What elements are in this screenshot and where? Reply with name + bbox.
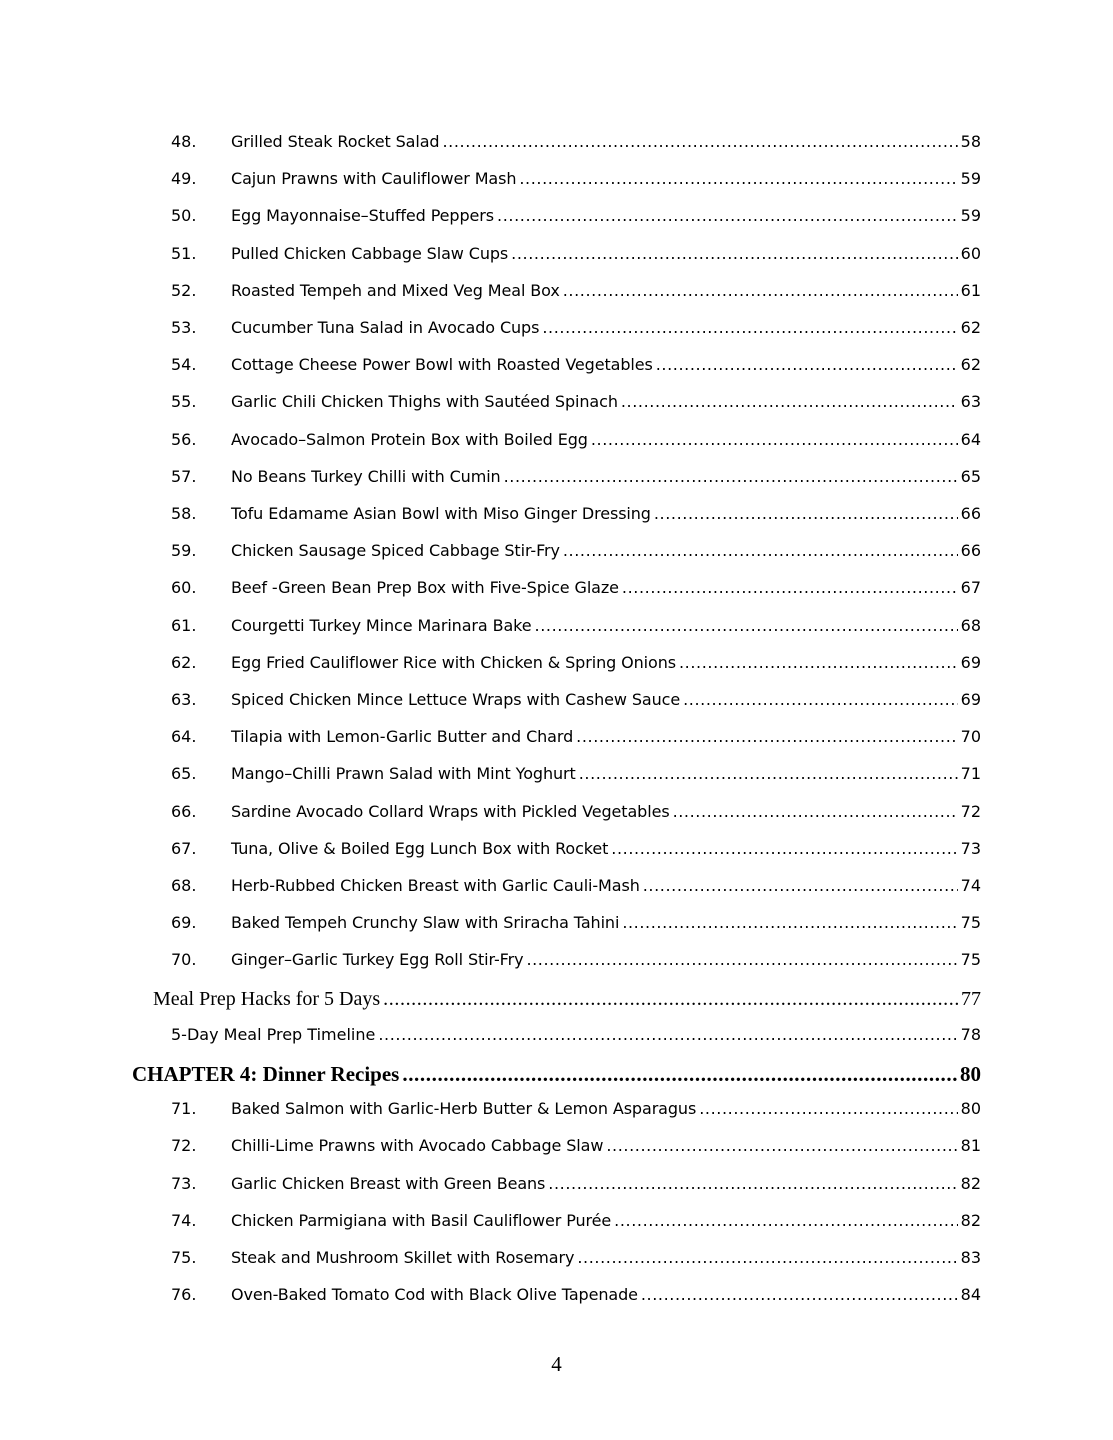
entry-title: Avocado–Salmon Protein Box with Boiled Egg (231, 429, 588, 449)
entry-number: 69. (171, 913, 197, 933)
entry-title: Cottage Cheese Power Bowl with Roasted Vegetables (231, 355, 653, 375)
toc-recipe-entry[interactable] (171, 950, 981, 987)
entry-number: 49. (171, 169, 197, 189)
entry-number: 64. (171, 727, 197, 747)
dot-leader (577, 1248, 957, 1267)
entry-number: 76. (171, 1285, 197, 1305)
dot-leader (614, 1211, 958, 1230)
entry-page-number: 68 (960, 615, 981, 635)
entry-page-number: 82 (960, 1173, 981, 1193)
toc-recipe-entry[interactable] (171, 1174, 981, 1211)
dot-leader (622, 913, 957, 932)
dot-leader (606, 1136, 957, 1155)
entry-title: 5-Day Meal Prep Timeline (171, 1024, 376, 1044)
entry-title: Mango–Chilli Prawn Salad with Mint Yoghurt (231, 764, 576, 784)
toc-section-entry[interactable] (153, 988, 981, 1011)
entry-number: 65. (171, 764, 197, 784)
toc-recipe-entry[interactable] (171, 1211, 981, 1248)
entry-number: 53. (171, 318, 197, 337)
entry-title: Spiced Chicken Mince Lettuce Wraps with Cashew Sauce (231, 690, 681, 709)
toc-recipe-entry[interactable] (171, 541, 981, 578)
entry-title: Cajun Prawns with Cauliflower Mash (231, 169, 517, 189)
dot-leader (683, 690, 958, 709)
toc-recipe-entry[interactable] (171, 1285, 981, 1322)
entry-title: Baked Tempeh Crunchy Slaw with Sriracha Tahini (231, 913, 620, 933)
toc-recipe-entry[interactable] (171, 206, 981, 243)
entry-page-number: 61 (960, 280, 981, 300)
toc-recipe-entry[interactable] (171, 653, 981, 690)
entry-title: Meal Prep Hacks for 5 Days (153, 987, 381, 1010)
entry-number: 60. (171, 578, 197, 598)
entry-title: Ginger–Garlic Turkey Egg Roll Stir-Fry (231, 950, 524, 970)
entry-page-number: 81 (960, 1136, 981, 1156)
dot-leader (621, 392, 958, 411)
entry-title: Grilled Steak Rocket Salad (231, 132, 440, 151)
toc-chapter-entry[interactable] (132, 1062, 981, 1087)
entry-title: Egg Fried Cauliflower Rice with Chicken & Spring Onions (231, 652, 676, 672)
entry-number: 61. (171, 615, 197, 635)
entry-number: 59. (171, 541, 197, 561)
dot-leader (526, 950, 957, 969)
entry-page-number: 71 (960, 764, 981, 784)
entry-number: 66. (171, 801, 197, 821)
entry-number: 63. (171, 690, 197, 709)
entry-page-number: 60 (960, 243, 981, 263)
entry-page-number: 75 (960, 950, 981, 970)
entry-title: Steak and Mushroom Skillet with Rosemary (231, 1248, 575, 1267)
entry-title: No Beans Turkey Chilli with Cumin (231, 466, 501, 486)
entry-number: 58. (171, 504, 197, 523)
entry-page-number: 59 (960, 206, 981, 226)
entry-page-number: 70 (960, 727, 981, 747)
entry-number: 70. (171, 950, 197, 970)
entry-page-number: 78 (960, 1024, 981, 1044)
entry-page-number: 77 (961, 987, 981, 1010)
entry-title: Garlic Chili Chicken Thighs with Sautéed Spinach (231, 392, 618, 412)
dot-leader (643, 876, 958, 895)
toc-recipe-entry[interactable] (171, 281, 981, 318)
entry-number: 62. (171, 652, 197, 672)
toc-recipe-entry[interactable] (171, 802, 981, 839)
toc-recipe-entry[interactable] (171, 616, 981, 653)
dot-leader (641, 1285, 958, 1304)
toc-recipe-entry[interactable] (171, 1136, 981, 1173)
toc-recipe-entry[interactable] (171, 839, 981, 876)
toc-recipe-entry[interactable] (171, 578, 981, 615)
entry-number: 75. (171, 1248, 197, 1267)
dot-leader (511, 244, 957, 263)
dot-leader (497, 206, 958, 225)
dot-leader (622, 578, 958, 597)
entry-number: 68. (171, 876, 197, 895)
dot-leader (579, 764, 958, 783)
entry-number: 72. (171, 1136, 197, 1156)
entry-title: Egg Mayonnaise–Stuffed Peppers (231, 206, 495, 226)
entry-title: Pulled Chicken Cabbage Slaw Cups (231, 243, 509, 263)
toc-recipe-entry[interactable] (171, 169, 981, 206)
entry-page-number: 58 (960, 132, 981, 151)
entry-number: 56. (171, 429, 197, 449)
toc-recipe-entry[interactable] (171, 430, 981, 467)
dot-leader (679, 653, 958, 672)
entry-page-number: 67 (960, 578, 981, 598)
entry-page-number: 62 (960, 355, 981, 375)
entry-page-number: 63 (960, 392, 981, 412)
dot-leader (542, 318, 957, 337)
toc-recipe-entry[interactable] (171, 467, 981, 504)
entry-number: 55. (171, 392, 197, 412)
toc-recipe-entry[interactable] (171, 690, 981, 727)
entry-page-number: 66 (960, 541, 981, 561)
entry-number: 54. (171, 355, 197, 375)
entry-number: 57. (171, 466, 197, 486)
entry-title: Cucumber Tuna Salad in Avocado Cups (231, 318, 540, 337)
dot-leader (519, 169, 957, 188)
toc-recipe-entry[interactable] (171, 244, 981, 281)
entry-title: Baked Salmon with Garlic-Herb Butter & Lemon Asparagus (231, 1099, 697, 1119)
dot-leader (535, 616, 958, 635)
entry-number: 50. (171, 206, 197, 226)
entry-number: 71. (171, 1099, 197, 1119)
entry-title: Tuna, Olive & Boiled Egg Lunch Box with Rocket (231, 838, 609, 858)
entry-page-number: 72 (960, 801, 981, 821)
entry-title: Herb-Rubbed Chicken Breast with Garlic Cauli-Mash (231, 876, 640, 895)
entry-title: Tofu Edamame Asian Bowl with Miso Ginger Dressing (231, 504, 651, 523)
entry-page-number: 80 (960, 1099, 981, 1119)
dot-leader (378, 1025, 957, 1044)
toc-recipe-entry[interactable] (171, 504, 981, 541)
entry-number: 67. (171, 838, 197, 858)
toc-recipe-entry[interactable] (171, 1248, 981, 1285)
dot-leader (563, 541, 958, 560)
toc-recipe-entry[interactable] (171, 764, 981, 801)
entry-title: Chilli-Lime Prawns with Avocado Cabbage Slaw (231, 1136, 604, 1156)
entry-page-number: 65 (960, 466, 981, 486)
entry-page-number: 83 (960, 1248, 981, 1267)
toc-recipe-entry[interactable] (171, 1099, 981, 1136)
entry-title: Roasted Tempeh and Mixed Veg Meal Box (231, 280, 560, 300)
entry-page-number: 80 (960, 1062, 981, 1086)
dot-leader (654, 504, 958, 523)
dot-leader (591, 430, 958, 449)
entry-page-number: 74 (960, 876, 981, 895)
entry-title: Tilapia with Lemon-Garlic Butter and Chard (231, 727, 574, 747)
dot-leader (402, 1062, 957, 1087)
entry-number: 51. (171, 243, 197, 263)
dot-leader (442, 132, 957, 151)
toc-recipe-entry[interactable] (171, 392, 981, 429)
dot-leader (576, 727, 958, 746)
dot-leader (656, 355, 958, 374)
dot-leader (673, 802, 958, 821)
toc-recipe-entry[interactable] (171, 132, 981, 169)
dot-leader (504, 467, 958, 486)
dot-leader (563, 281, 958, 300)
entry-number: 48. (171, 132, 197, 151)
toc-subsection-entry[interactable] (171, 1025, 981, 1044)
entry-page-number: 84 (960, 1285, 981, 1305)
dot-leader (699, 1099, 957, 1118)
entry-page-number: 66 (960, 504, 981, 523)
toc-recipe-entry[interactable] (171, 876, 981, 913)
entry-number: 52. (171, 280, 197, 300)
toc-recipe-entry[interactable] (171, 913, 981, 950)
entry-title: Courgetti Turkey Mince Marinara Bake (231, 615, 532, 635)
entry-title: CHAPTER 4: Dinner Recipes (132, 1062, 400, 1086)
toc-recipe-entry[interactable] (171, 318, 981, 355)
page-number: 4 (551, 1352, 562, 1376)
entry-number: 74. (171, 1210, 197, 1230)
entry-title: Chicken Parmigiana with Basil Cauliflower Purée (231, 1210, 612, 1230)
entry-title: Chicken Sausage Spiced Cabbage Stir-Fry (231, 541, 560, 561)
entry-page-number: 59 (960, 169, 981, 189)
entry-page-number: 69 (960, 652, 981, 672)
toc-recipe-entry[interactable] (171, 727, 981, 764)
entry-title: Garlic Chicken Breast with Green Beans (231, 1173, 546, 1193)
dot-leader (611, 839, 957, 858)
entry-page-number: 64 (960, 429, 981, 449)
entry-page-number: 62 (960, 318, 981, 337)
entry-page-number: 82 (960, 1210, 981, 1230)
entry-page-number: 73 (960, 838, 981, 858)
entry-title: Sardine Avocado Collard Wraps with Pickled Vegetables (231, 801, 670, 821)
entry-number: 73. (171, 1173, 197, 1193)
entry-page-number: 75 (960, 913, 981, 933)
toc-recipe-entry[interactable] (171, 355, 981, 392)
dot-leader (548, 1174, 957, 1193)
entry-title: Oven-Baked Tomato Cod with Black Olive Tapenade (231, 1285, 638, 1305)
entry-page-number: 69 (960, 690, 981, 709)
entry-title: Beef -Green Bean Prep Box with Five-Spice Glaze (231, 578, 619, 598)
dot-leader (383, 988, 958, 1011)
